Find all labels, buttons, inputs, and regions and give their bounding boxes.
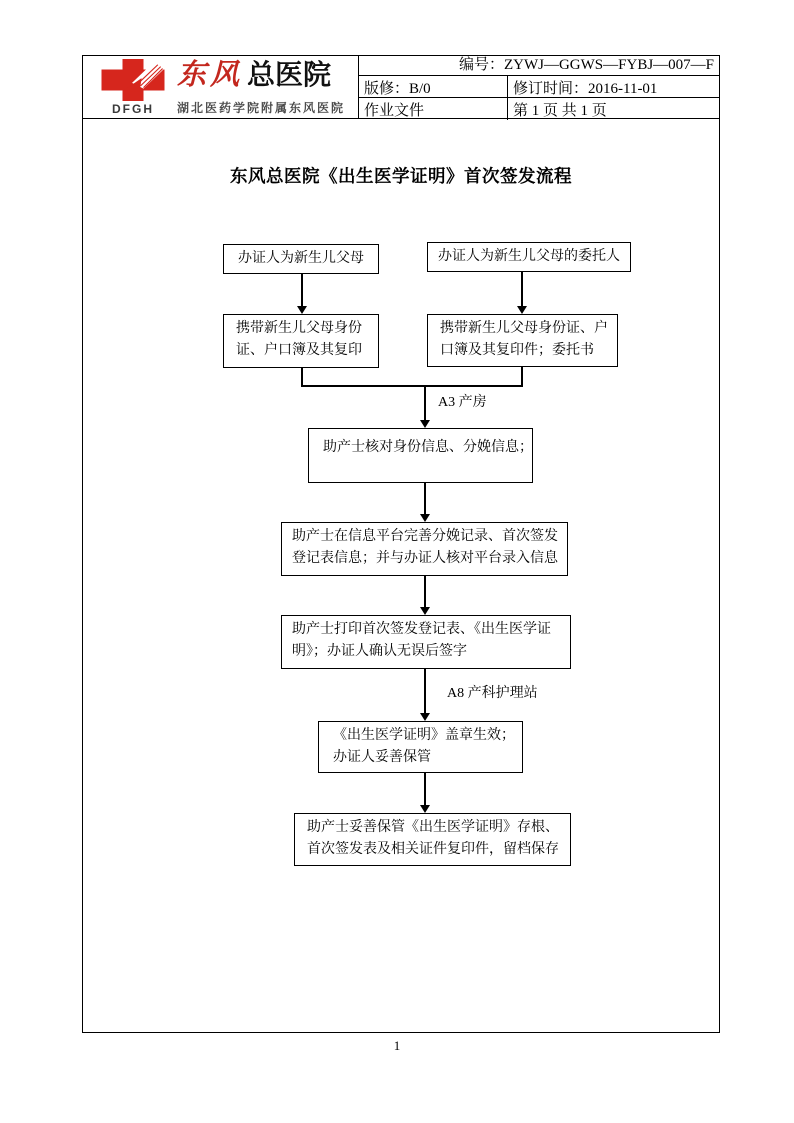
doc-revision: 版修：B/0 [359,76,508,97]
arrow-down-icon [420,420,430,428]
arrow-down-icon [517,306,527,314]
flow-box-seal-effective [318,721,523,773]
flow-box-materials-delegate [427,314,618,367]
hospital-name-script: 东风 [177,59,244,91]
document-header [83,56,719,119]
flow-box-materials-parents [223,314,379,368]
stage-label-a8: A8 产科护理站 [447,686,538,701]
hospital-logo [83,56,359,118]
red-cross-icon [101,59,165,101]
hospital-name-rest: 总医院 [247,59,332,90]
flow-box-applicant-delegate [427,242,631,272]
flow-box-line: 助产士在信息平台完善分娩记录、首次签发 [292,529,558,544]
hospital-subtitle: 湖北医药学院附属东风医院 [177,101,346,115]
flow-box-line: 助产士打印首次签发登记表、《出生医学证 [292,622,551,637]
connector-line [424,669,426,713]
connector-line [424,385,426,420]
doc-number: 编号：ZYWJ—GGWS—FYBJ—007—F [359,56,719,76]
connector-line [424,576,426,607]
arrow-down-icon [420,607,430,615]
flow-box-line: 办证人为新生儿父母的委托人 [438,249,620,264]
hospital-name [177,58,352,97]
arrow-down-icon [420,805,430,813]
logo-text-block [171,58,352,116]
connector-line [521,367,523,386]
flow-box-line: 助产士核对身份信息、分娩信息； [323,440,533,455]
flow-box-line: 办证人妥善保管 [333,750,431,765]
arrow-down-icon [420,713,430,721]
connector-line [424,483,426,514]
flow-box-line: 证、户口簿及其复印 [236,343,362,358]
doc-page-info: 第 1 页 共 1 页 [513,103,607,119]
connector-line [521,272,523,306]
flow-box-line: 口簿及其复印件；委托书 [440,343,594,358]
flow-box-line: 携带新生儿父母身份证、户 [440,321,608,336]
flow-box-applicant-parents [223,244,379,274]
document-border-frame [82,55,720,1033]
doc-type: 作业文件 [359,98,508,120]
flow-box-verify-identity [308,428,533,483]
connector-line [424,773,426,805]
page-title: 东风总医院《出生医学证明》首次签发流程 [230,166,572,186]
stage-label-a3: A3 产房 [438,395,487,410]
flow-box-line: 登记表信息；并与办证人核对平台录入信息 [292,551,558,566]
flow-box-line: 助产士妥善保管《出生医学证明》存根、 [307,820,559,835]
flow-box-archive [294,813,571,866]
flow-box-print-sign [281,615,571,669]
logo-mark [95,59,171,116]
connector-line [301,385,523,387]
flow-box-line: 《出生医学证明》盖章生效； [333,728,515,743]
flow-box-line: 携带新生儿父母身份 [236,321,362,336]
arrow-down-icon [420,514,430,522]
page-number: 1 [393,1038,401,1053]
flow-box-platform-entry [281,522,568,576]
document-info-table [359,56,719,118]
doc-revision-row [359,76,719,98]
flow-box-line: 办证人为新生儿父母 [238,251,364,266]
connector-line [301,368,303,386]
arrow-down-icon [297,306,307,314]
flow-box-line: 明》；办证人确认无误后签字 [292,644,467,659]
logo-abbr-text: DFGH [112,101,154,116]
doc-revised-date: 修订时间：2016-11-01 [513,81,658,97]
flow-box-line: 首次签发表及相关证件复印件，留档保存 [307,842,559,857]
doc-type-row [359,98,719,120]
connector-line [301,274,303,306]
